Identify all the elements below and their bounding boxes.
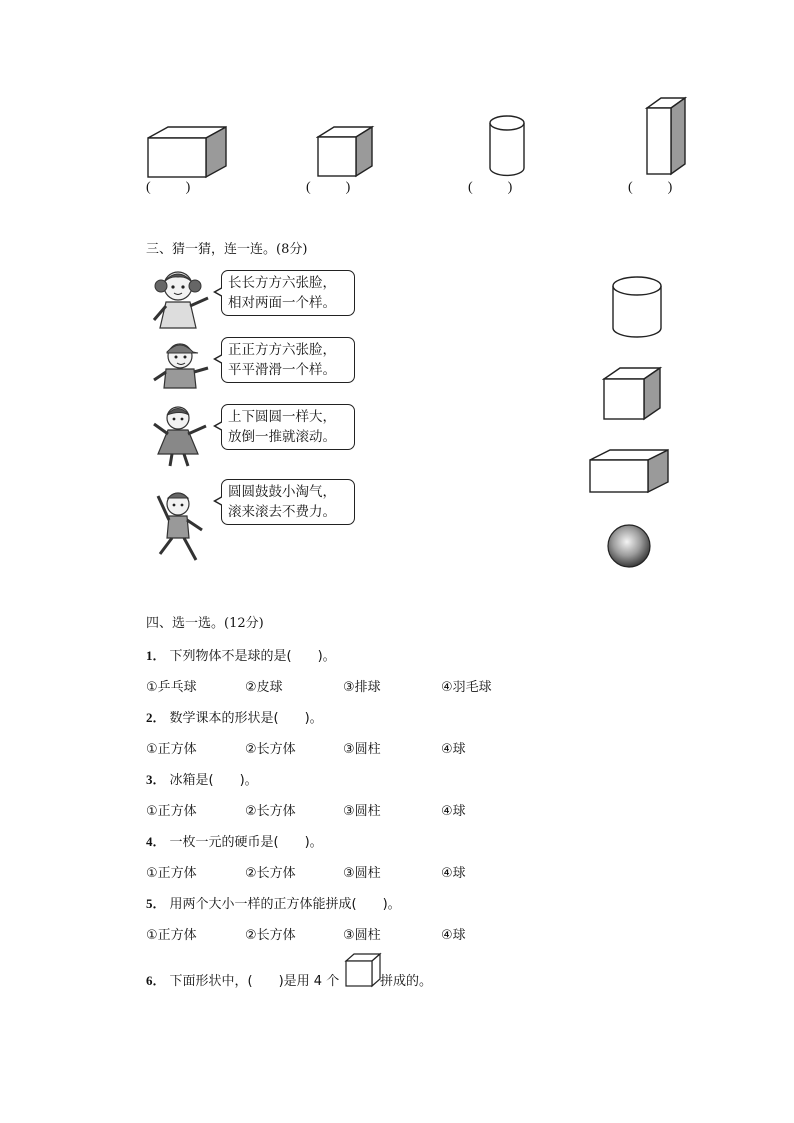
option-5-4[interactable]: ④球	[441, 928, 466, 943]
question-5	[146, 893, 401, 912]
option-4-2[interactable]: ②长方体	[245, 866, 296, 881]
option-3-3[interactable]: ③圆柱	[343, 804, 381, 819]
riddle-line: 上下圆圆一样大，	[228, 409, 336, 425]
question-1	[146, 645, 336, 664]
question-6	[146, 970, 339, 989]
cube-icon[interactable]	[602, 366, 664, 422]
question-4	[146, 831, 323, 850]
option-1-2[interactable]: ②皮球	[245, 680, 283, 695]
option-1-3[interactable]: ③排球	[343, 680, 381, 695]
question-text: 一枚一元的硬币是( )。	[169, 835, 323, 850]
option-1-1[interactable]: ①乒乓球	[146, 680, 197, 695]
question-3	[146, 769, 258, 788]
question-6-tail: 拼成的。	[380, 974, 433, 989]
cube-icon	[316, 124, 376, 180]
answer-blank-4[interactable]: ( )	[628, 180, 673, 195]
cuboid-icon	[146, 124, 230, 180]
question-text: 冰箱是( )。	[169, 773, 258, 788]
boy-waving-icon	[150, 484, 212, 568]
question-text: 用两个大小一样的正方体能拼成( )。	[169, 897, 401, 912]
question-number: 5．	[146, 896, 166, 911]
option-4-4[interactable]: ④球	[441, 866, 466, 881]
riddle-bubble-3	[221, 404, 355, 450]
cube-icon	[344, 952, 382, 988]
answer-blank-1[interactable]: ( )	[146, 180, 191, 195]
question-2	[146, 707, 323, 726]
question-number: 4．	[146, 834, 166, 849]
boy-cap-icon	[150, 338, 212, 394]
riddle-line: 相对两面一个样。	[228, 295, 336, 311]
option-2-1[interactable]: ①正方体	[146, 742, 197, 757]
question-text: 下面形状中，( )是用 4 个	[169, 974, 340, 989]
question-text: 下列物体不是球的是( )。	[169, 649, 336, 664]
option-1-4[interactable]: ④羽毛球	[441, 680, 492, 695]
question-number: 2．	[146, 710, 166, 725]
riddle-line: 滚来滚去不费力。	[228, 504, 336, 520]
riddle-line: 放倒一推就滚动。	[228, 429, 336, 445]
cylinder-icon	[487, 114, 527, 178]
question-number: 1．	[146, 648, 166, 663]
option-4-1[interactable]: ①正方体	[146, 866, 197, 881]
tall-cuboid-icon	[644, 96, 688, 178]
riddle-bubble-2	[221, 337, 355, 383]
riddle-line: 平平滑滑一个样。	[228, 362, 336, 378]
riddle-bubble-4	[221, 479, 355, 525]
girl-dancing-icon	[150, 402, 212, 468]
option-2-2[interactable]: ②长方体	[245, 742, 296, 757]
answer-blank-3[interactable]: ( )	[468, 180, 513, 195]
option-2-3[interactable]: ③圆柱	[343, 742, 381, 757]
option-4-3[interactable]: ③圆柱	[343, 866, 381, 881]
option-5-1[interactable]: ①正方体	[146, 928, 197, 943]
riddle-line: 正正方方六张脸，	[228, 342, 336, 358]
section3-title: 三、猜一猜，连一连。(8分)	[146, 242, 308, 257]
option-5-3[interactable]: ③圆柱	[343, 928, 381, 943]
sphere-icon[interactable]	[606, 523, 652, 569]
section4-title: 四、选一选。(12分)	[146, 616, 264, 631]
question-text: 数学课本的形状是( )。	[169, 711, 323, 726]
question-number: 6．	[146, 973, 166, 988]
riddle-bubble-1	[221, 270, 355, 316]
option-5-2[interactable]: ②长方体	[245, 928, 296, 943]
cylinder-icon[interactable]	[610, 274, 664, 340]
option-3-1[interactable]: ①正方体	[146, 804, 197, 819]
cuboid-icon[interactable]	[588, 448, 672, 496]
riddle-line: 圆圆鼓鼓小淘气，	[228, 484, 336, 500]
answer-blank-2[interactable]: ( )	[306, 180, 351, 195]
riddle-line: 长长方方六张脸，	[228, 275, 336, 291]
question-number: 3．	[146, 772, 166, 787]
girl-pigtails-icon	[150, 266, 212, 332]
option-2-4[interactable]: ④球	[441, 742, 466, 757]
option-3-2[interactable]: ②长方体	[245, 804, 296, 819]
option-3-4[interactable]: ④球	[441, 804, 466, 819]
